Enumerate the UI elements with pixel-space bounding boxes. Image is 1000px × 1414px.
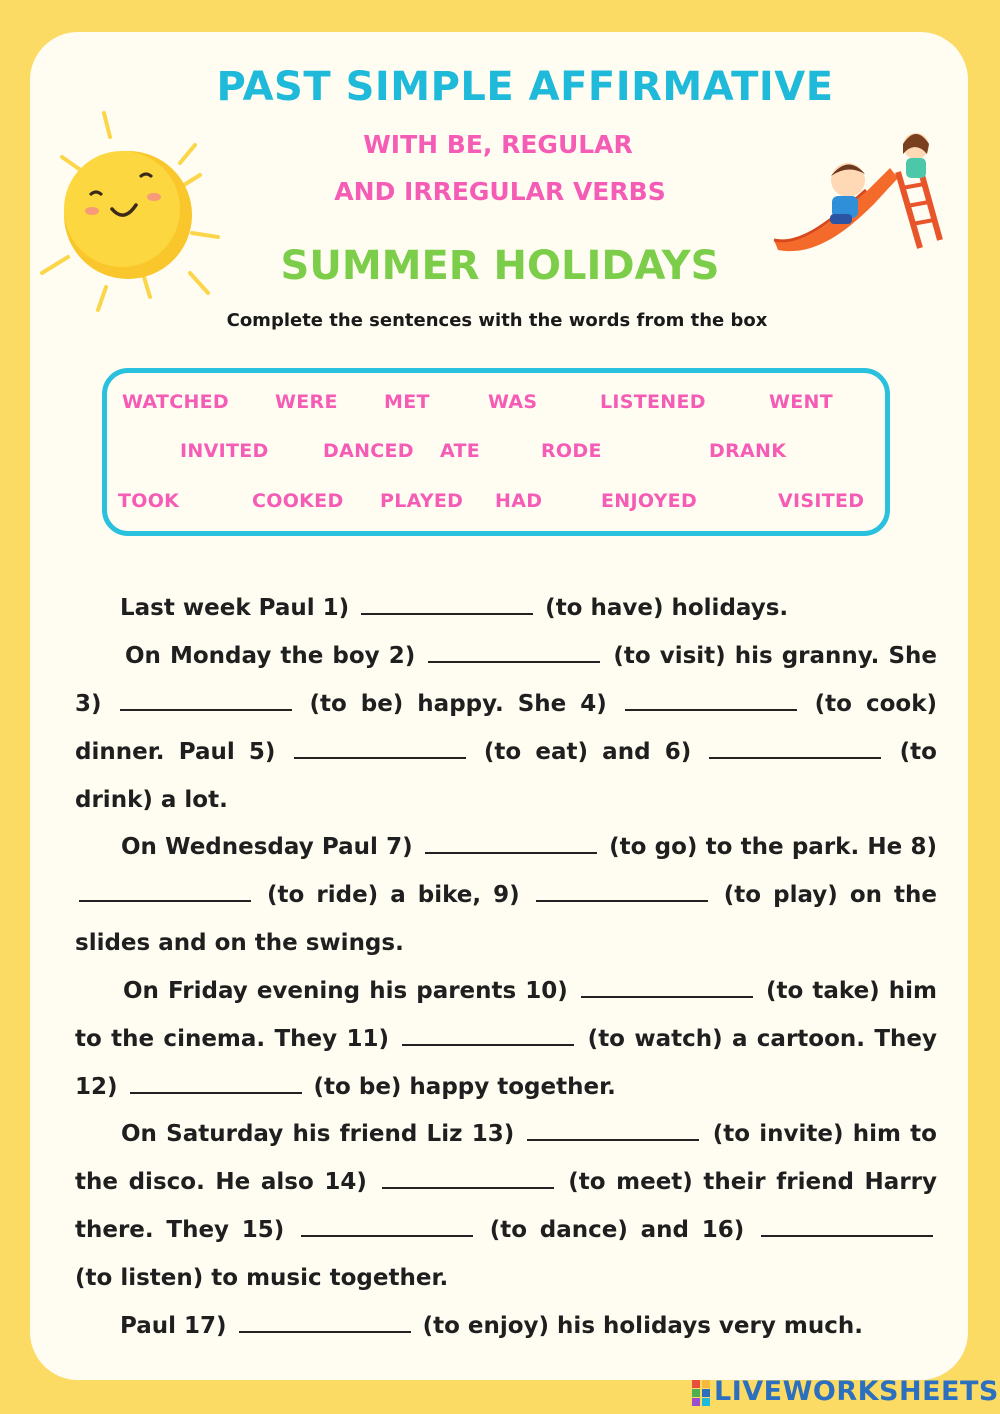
word-played[interactable]: PLAYED [380,490,464,512]
word-took[interactable]: TOOK [118,490,180,512]
sentence-text: (to invite) him to the disco. He also 14) [75,1121,937,1195]
sentence-text: On Friday evening his parents 10) [123,978,577,1004]
sentence-text: On Wednesday Paul 7) [121,834,421,860]
word-ate[interactable]: ATE [440,440,481,462]
word-rode[interactable]: RODE [541,440,602,462]
worksheet-title: PAST SIMPLE AFFIRMATIVE [216,64,834,110]
liveworksheets-logo-icon [692,1380,710,1406]
smiling-sun-icon [40,105,240,315]
paragraph-1 [120,584,937,632]
sentence-text: Paul 17) [120,1313,235,1339]
sentence-text: (to play) on the slides and on the swings. [75,882,937,956]
paragraph-4 [75,967,937,1111]
sentence-text: On Saturday his friend Liz 13) [121,1121,524,1147]
sentence-text: (to eat) and 6) [469,739,706,765]
answer-blank[interactable] [402,1043,574,1046]
answer-blank[interactable] [130,1091,302,1094]
paragraph-5 [75,1110,937,1302]
word-had[interactable]: HAD [495,490,543,512]
answer-blank[interactable] [536,899,708,902]
answer-blank[interactable] [301,1234,473,1237]
word-watched[interactable]: WATCHED [122,391,229,413]
sentence-text: (to have) holidays. [537,595,789,621]
word-enjoyed[interactable]: ENJOYED [601,490,698,512]
sentence-text: (to listen) to music together. [75,1265,449,1291]
answer-blank[interactable] [425,851,597,854]
sentence-text: (to visit) his granny. She 3) [75,643,937,717]
instruction-text: Complete the sentences with the words from the box [226,310,768,331]
answer-blank[interactable] [294,756,466,759]
sentence-text: (to cook) dinner. Paul 5) [75,691,937,765]
kids-on-slide-illustration [770,128,950,260]
sentence-text: (to ride) a bike, 9) [255,882,532,908]
sentence-text: (to enjoy) his holidays very much. [414,1313,863,1339]
answer-blank[interactable] [361,612,533,615]
sentence-text: (to go) to the park. He 8) [600,834,937,860]
paragraph-6 [120,1302,937,1350]
answer-blank[interactable] [527,1138,699,1141]
footer-brand: LIVEWORKSHEETS [714,1376,999,1407]
sentence-text: (to drink) a lot. [75,739,937,813]
word-danced[interactable]: DANCED [323,440,414,462]
liveworksheets-logo [692,1376,999,1407]
answer-blank[interactable] [625,708,797,711]
answer-blank[interactable] [79,899,251,902]
word-visited[interactable]: VISITED [778,490,865,512]
answer-blank[interactable] [120,708,292,711]
sentence-text: (to meet) their friend Harry there. They 15) [75,1169,937,1243]
subtitle-line-2: AND IRREGULAR VERBS [334,177,666,206]
sentence-text: (to watch) a cartoon. They 12) [75,1026,937,1100]
word-was[interactable]: WAS [488,391,538,413]
sentence-text: Last week Paul 1) [120,595,358,621]
answer-blank[interactable] [709,756,881,759]
word-met[interactable]: MET [384,391,430,413]
answer-blank[interactable] [581,995,753,998]
answer-blank[interactable] [428,660,600,663]
word-went[interactable]: WENT [769,391,833,413]
answer-blank[interactable] [761,1234,933,1237]
paragraph-2 [75,632,937,824]
section-heading: SUMMER HOLIDAYS [280,243,720,289]
sentence-text: (to be) happy. She 4) [295,691,621,717]
word-cooked[interactable]: COOKED [252,490,344,512]
sentence-text: On Monday the boy 2) [125,643,425,669]
sentence-text: (to dance) and 16) [477,1217,757,1243]
answer-blank[interactable] [382,1186,554,1189]
word-invited[interactable]: INVITED [180,440,269,462]
answer-blank[interactable] [239,1330,411,1333]
word-listened[interactable]: LISTENED [600,391,706,413]
sentence-text: (to be) happy together. [305,1074,616,1100]
word-drank[interactable]: DRANK [709,440,787,462]
paragraph-3 [75,823,937,967]
sentence-text: (to take) him to the cinema. They 11) [75,978,937,1052]
subtitle-line-1: WITH BE, REGULAR [363,130,633,159]
word-were[interactable]: WERE [275,391,338,413]
